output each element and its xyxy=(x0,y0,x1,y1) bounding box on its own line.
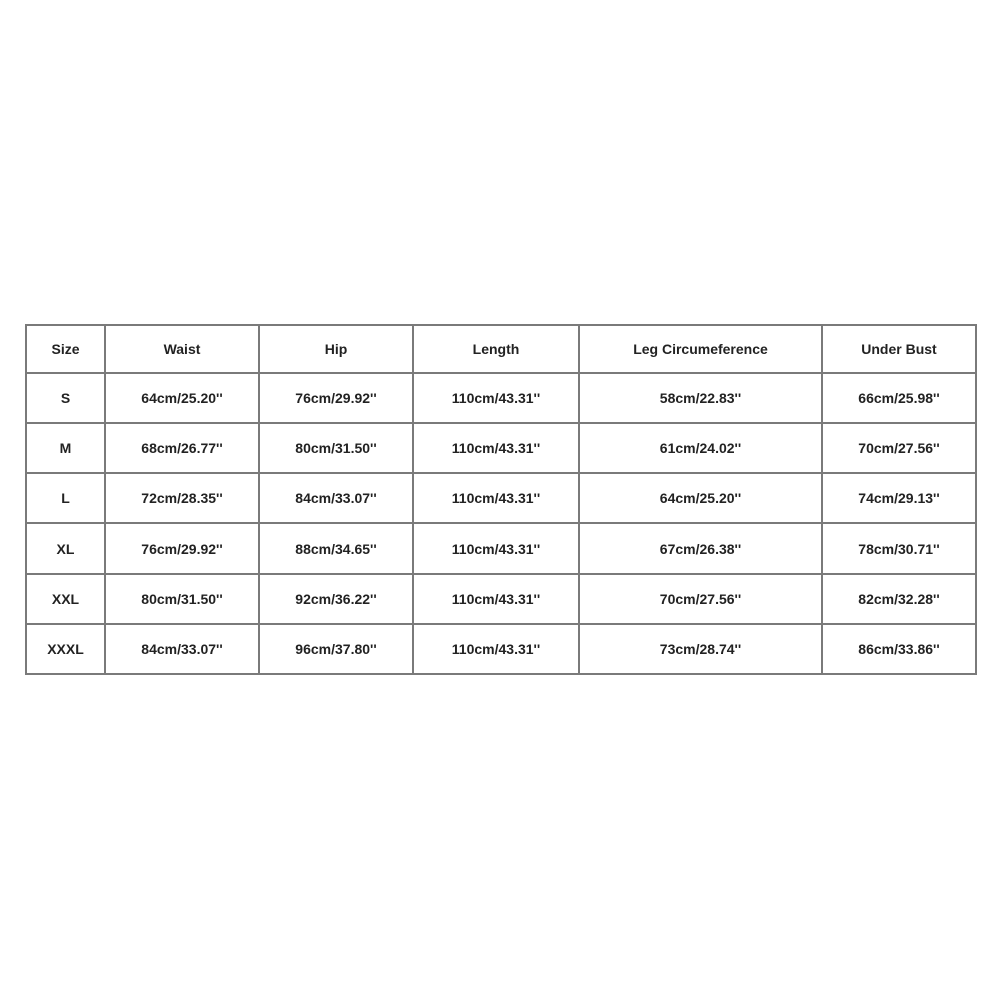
cell-waist: 76cm/29.92'' xyxy=(105,523,259,573)
table-row xyxy=(26,373,976,423)
cell-size: M xyxy=(26,423,105,473)
cell-under-bust: 66cm/25.98'' xyxy=(822,373,976,423)
cell-under-bust: 74cm/29.13'' xyxy=(822,473,976,523)
cell-under-bust: 78cm/30.71'' xyxy=(822,523,976,573)
cell-size: S xyxy=(26,373,105,423)
cell-size: XXL xyxy=(26,574,105,624)
cell-length: 110cm/43.31'' xyxy=(413,624,579,674)
table-row xyxy=(26,473,976,523)
cell-size: L xyxy=(26,473,105,523)
cell-under-bust: 82cm/32.28'' xyxy=(822,574,976,624)
cell-length: 110cm/43.31'' xyxy=(413,574,579,624)
cell-under-bust: 86cm/33.86'' xyxy=(822,624,976,674)
cell-length: 110cm/43.31'' xyxy=(413,523,579,573)
cell-length: 110cm/43.31'' xyxy=(413,423,579,473)
table-row xyxy=(26,423,976,473)
cell-under-bust: 70cm/27.56'' xyxy=(822,423,976,473)
cell-length: 110cm/43.31'' xyxy=(413,373,579,423)
cell-size: XL xyxy=(26,523,105,573)
header-under-bust: Under Bust xyxy=(822,325,976,373)
cell-leg-circumference: 70cm/27.56'' xyxy=(579,574,822,624)
cell-leg-circumference: 61cm/24.02'' xyxy=(579,423,822,473)
size-chart-table xyxy=(25,324,977,675)
cell-waist: 68cm/26.77'' xyxy=(105,423,259,473)
cell-size: XXXL xyxy=(26,624,105,674)
table-header-row xyxy=(26,325,976,373)
cell-waist: 72cm/28.35'' xyxy=(105,473,259,523)
header-leg-circumference: Leg Circumeference xyxy=(579,325,822,373)
table-row xyxy=(26,624,976,674)
header-hip: Hip xyxy=(259,325,413,373)
cell-hip: 96cm/37.80'' xyxy=(259,624,413,674)
cell-leg-circumference: 73cm/28.74'' xyxy=(579,624,822,674)
cell-hip: 76cm/29.92'' xyxy=(259,373,413,423)
header-length: Length xyxy=(413,325,579,373)
cell-hip: 88cm/34.65'' xyxy=(259,523,413,573)
cell-leg-circumference: 64cm/25.20'' xyxy=(579,473,822,523)
cell-leg-circumference: 67cm/26.38'' xyxy=(579,523,822,573)
header-size: Size xyxy=(26,325,105,373)
cell-hip: 80cm/31.50'' xyxy=(259,423,413,473)
cell-waist: 84cm/33.07'' xyxy=(105,624,259,674)
cell-hip: 84cm/33.07'' xyxy=(259,473,413,523)
header-waist: Waist xyxy=(105,325,259,373)
cell-waist: 80cm/31.50'' xyxy=(105,574,259,624)
cell-waist: 64cm/25.20'' xyxy=(105,373,259,423)
cell-length: 110cm/43.31'' xyxy=(413,473,579,523)
table-row xyxy=(26,523,976,573)
table-row xyxy=(26,574,976,624)
cell-hip: 92cm/36.22'' xyxy=(259,574,413,624)
cell-leg-circumference: 58cm/22.83'' xyxy=(579,373,822,423)
